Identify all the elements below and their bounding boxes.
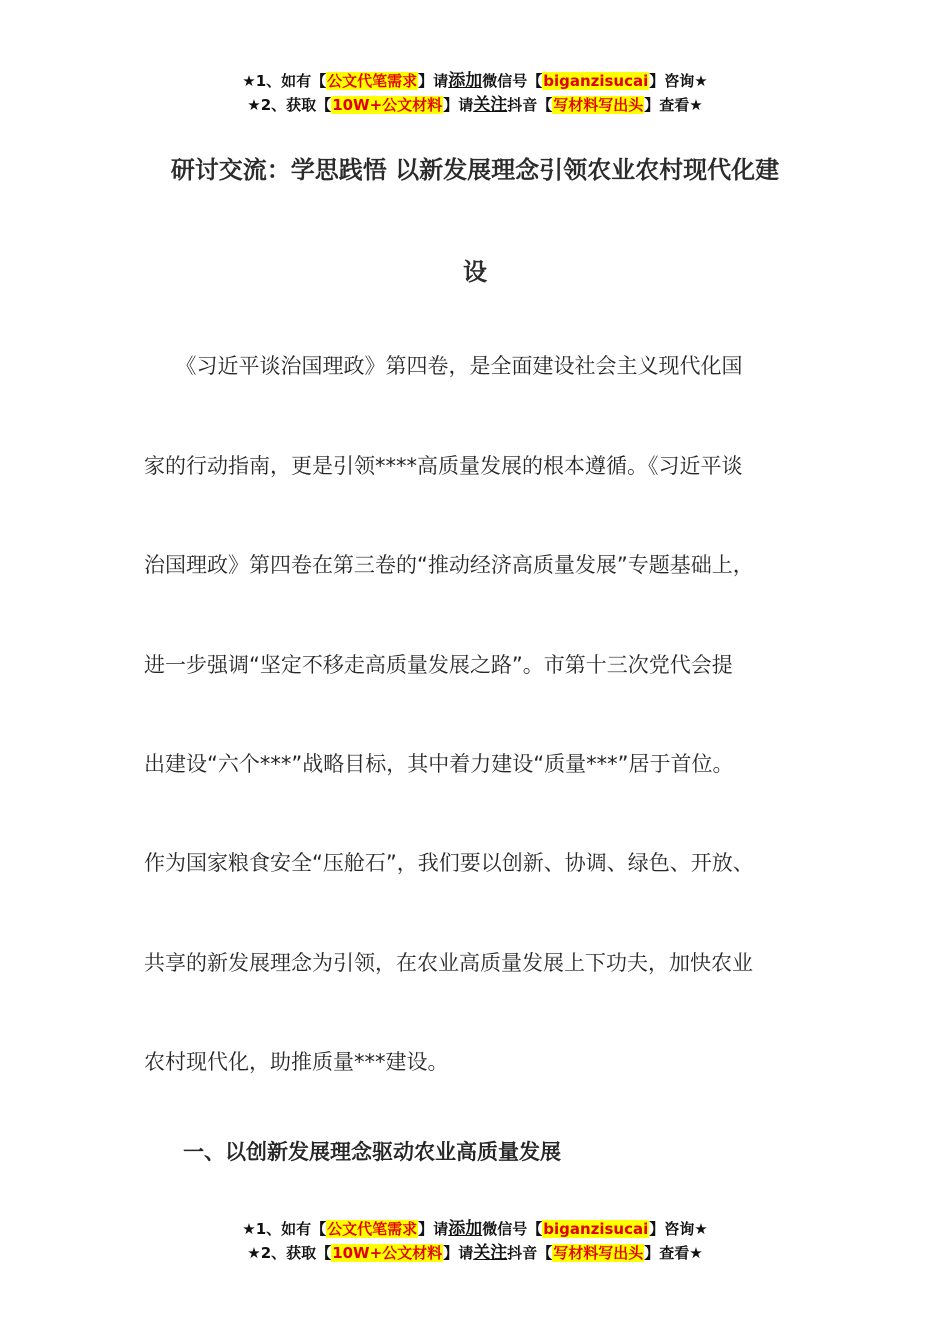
underlined-add: 添加 <box>448 1219 483 1239</box>
highlight-ghostwriting: 公文代笔需求 <box>327 1220 418 1238</box>
paragraph-line: 进一步强调“坚定不移走高质量发展之路”。市第十三次党代会提 <box>144 653 733 677</box>
underlined-add: 添加 <box>448 71 483 91</box>
highlight-materials: 10W+公文材料 <box>332 96 443 114</box>
highlight-ghostwriting: 公文代笔需求 <box>327 72 418 90</box>
promo-text: 】查看★ <box>644 96 703 114</box>
promo-text: ★2、获取【 <box>247 1244 332 1262</box>
highlight-douyin-account: 写材料写出头 <box>553 96 644 114</box>
highlight-materials: 10W+公文材料 <box>332 1244 443 1262</box>
promo-text: 】请 <box>418 1220 449 1238</box>
promo-text: 微信号【 <box>482 1220 543 1238</box>
paragraph-line: 《习近平谈治国理政》第四卷，是全面建设社会主义现代化国 <box>144 354 743 378</box>
promo-line-1 <box>0 69 950 93</box>
promo-line-2 <box>0 1241 950 1265</box>
promo-line-1 <box>0 1217 950 1241</box>
promo-line-2 <box>0 93 950 117</box>
section-heading: 一、以创新发展理念驱动农业高质量发展 <box>183 1140 561 1164</box>
promo-text: 抖音【 <box>507 1244 553 1262</box>
paragraph-line: 共享的新发展理念为引领，在农业高质量发展上下功夫，加快农业 <box>144 951 753 975</box>
promo-text: 】请 <box>443 96 474 114</box>
top-promo-banner <box>0 69 950 117</box>
promo-text: ★1、如有【 <box>242 1220 327 1238</box>
paragraph-line: 作为国家粮食安全“压舱石”，我们要以创新、协调、绿色、开放、 <box>144 851 754 875</box>
paragraph-line: 农村现代化，助推质量***建设。 <box>144 1050 449 1074</box>
document-title-line-2: 设 <box>463 258 487 286</box>
promo-text: 】咨询★ <box>649 1220 708 1238</box>
paragraph-line: 家的行动指南，更是引领****高质量发展的根本遵循。《习近平谈 <box>144 454 743 478</box>
highlight-wechat-id: biganzisucai <box>543 1220 649 1238</box>
promo-text: ★1、如有【 <box>242 72 327 90</box>
paragraph-line: 治国理政》第四卷在第三卷的“推动经济高质量发展”专题基础上， <box>144 553 754 577</box>
paragraph-line: 出建设“六个***”战略目标，其中着力建设“质量***”居于首位。 <box>144 752 734 776</box>
promo-text: 微信号【 <box>482 72 543 90</box>
underlined-follow: 关注 <box>473 1243 508 1263</box>
underlined-follow: 关注 <box>473 95 508 115</box>
document-title-line-1: 研讨交流：学思践悟 以新发展理念引领农业农村现代化建 <box>170 156 780 184</box>
promo-text: 】查看★ <box>644 1244 703 1262</box>
highlight-douyin-account: 写材料写出头 <box>553 1244 644 1262</box>
promo-text: 】咨询★ <box>649 72 708 90</box>
highlight-wechat-id: biganzisucai <box>543 72 649 90</box>
bottom-promo-banner <box>0 1217 950 1265</box>
promo-text: 】请 <box>418 72 449 90</box>
promo-text: ★2、获取【 <box>247 96 332 114</box>
promo-text: 抖音【 <box>507 96 553 114</box>
promo-text: 】请 <box>443 1244 474 1262</box>
